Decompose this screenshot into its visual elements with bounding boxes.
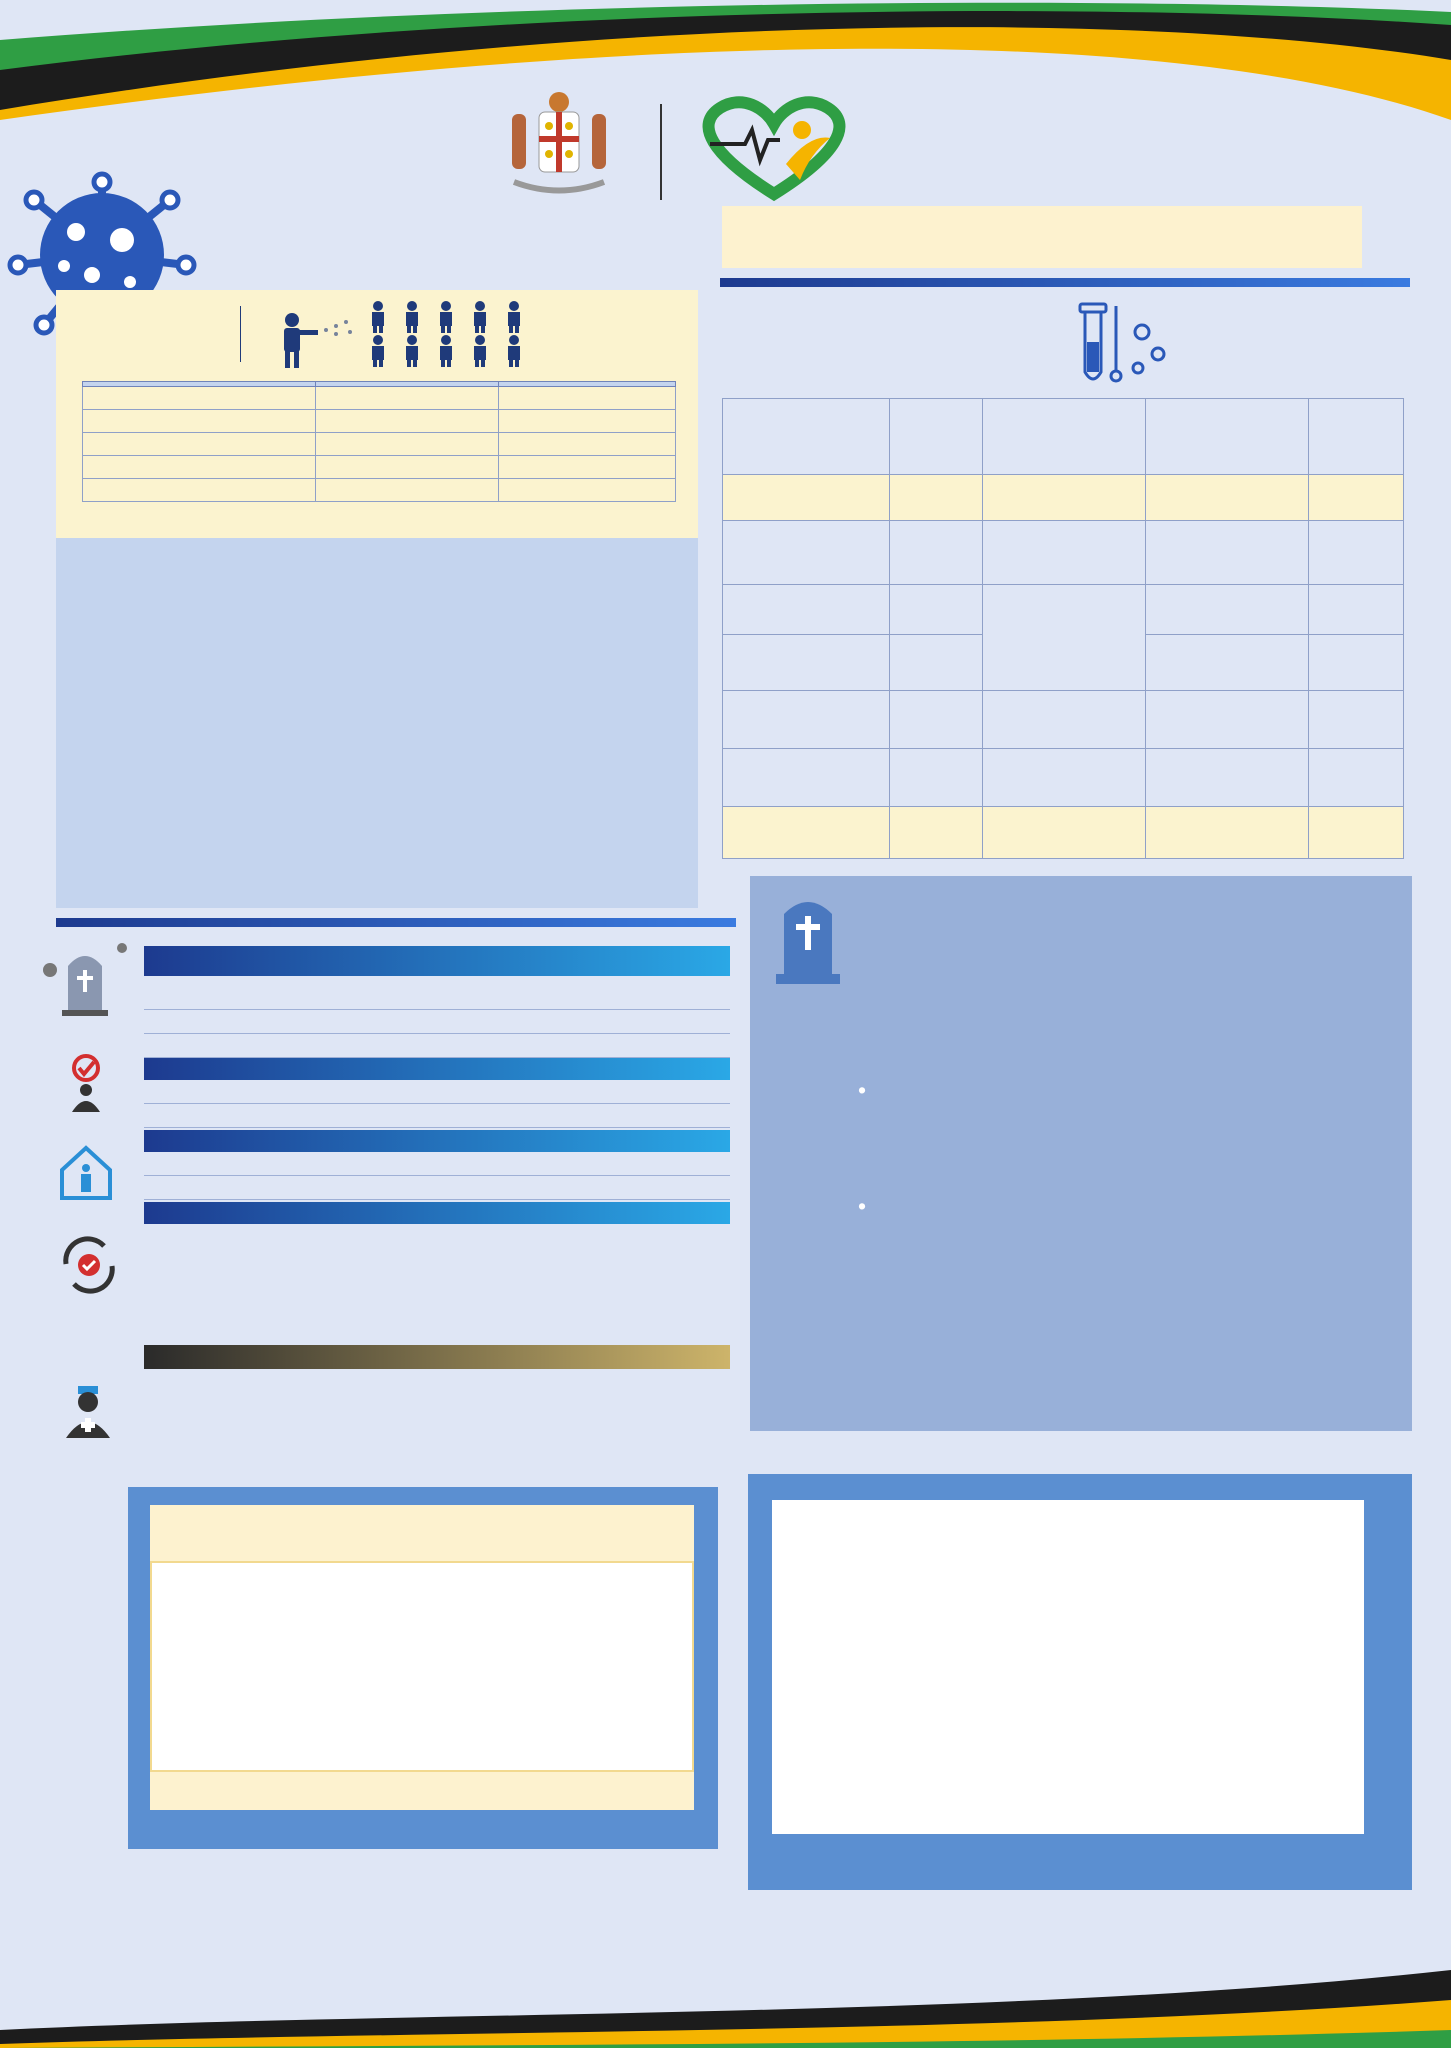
- row-label: [83, 433, 316, 456]
- row-overall: [499, 410, 676, 433]
- table-row: [83, 410, 676, 433]
- total-value: [1309, 691, 1404, 749]
- tombstone-icon: [40, 940, 130, 1020]
- pcr-value: [890, 749, 983, 807]
- table-row: [723, 807, 1404, 859]
- row-day: [316, 387, 499, 410]
- negatives-note: [983, 585, 1146, 691]
- empty-cell: [1146, 807, 1309, 859]
- row-overall: [499, 479, 676, 502]
- public-value: [983, 475, 1146, 521]
- table-row: [144, 986, 730, 1010]
- bullet-icon: •: [858, 1077, 867, 1103]
- hosp-vaccination-pie: [152, 1563, 692, 1770]
- row-label: [83, 387, 316, 410]
- quarantine-heading: [144, 1130, 730, 1152]
- row-label: [83, 410, 316, 433]
- table-row: [144, 1010, 730, 1034]
- total-value: [1309, 475, 1404, 521]
- hosp-vaccination-plot: [150, 1561, 694, 1772]
- coat-of-arms-logo: [494, 84, 624, 204]
- row-label: [723, 691, 890, 749]
- row-label: [723, 521, 890, 585]
- table-row: [723, 475, 1404, 521]
- table-row: [83, 479, 676, 502]
- total-value: [1309, 749, 1404, 807]
- row-label: [83, 479, 316, 502]
- deaths-vaccination-pie: [1030, 1620, 1360, 1820]
- recoveries-heading: [144, 1058, 730, 1080]
- table-row: [144, 1152, 730, 1176]
- hosp-vaccination-footnote: [150, 1772, 694, 1810]
- private-value: [1146, 635, 1309, 691]
- grave-icon: [776, 892, 840, 988]
- pcr-value: [890, 475, 983, 521]
- row-label: [723, 635, 890, 691]
- parish-panel: [56, 538, 698, 908]
- hosp-vaccination-title: [150, 1505, 694, 1561]
- table-row: [723, 691, 1404, 749]
- tests-header-row: [723, 399, 1404, 475]
- row-label: [83, 456, 316, 479]
- divider-rule: [56, 918, 736, 927]
- deaths-info-panel: [750, 876, 1412, 1431]
- table-row: [83, 433, 676, 456]
- col-pcr: [890, 399, 983, 475]
- spray-people-icon: [240, 296, 530, 372]
- deaths-table-header: [144, 946, 730, 976]
- logo-divider: [660, 104, 662, 200]
- row-overall: [499, 433, 676, 456]
- row-label: [723, 807, 890, 859]
- table-row: [723, 749, 1404, 807]
- table-row: [144, 1176, 730, 1200]
- public-value: [983, 691, 1146, 749]
- table-row: [83, 387, 676, 410]
- empty-cell: [1309, 807, 1404, 859]
- bullet-icon: •: [858, 1193, 867, 1219]
- row-day: [316, 433, 499, 456]
- col-type: [723, 399, 890, 475]
- private-value: [1146, 521, 1309, 585]
- tests-table: [722, 398, 1404, 859]
- private-value: [1146, 691, 1309, 749]
- doctor-icon: [60, 1384, 116, 1440]
- table-row: [144, 1104, 730, 1128]
- hospital-heading: [144, 1345, 730, 1369]
- pcr-value: [890, 585, 983, 635]
- transmission-heading: [144, 1202, 730, 1224]
- row-overall: [499, 387, 676, 410]
- row-day: [316, 479, 499, 502]
- pcr-value: [890, 691, 983, 749]
- header-rule: [720, 278, 1410, 287]
- footer-swoosh: [0, 1960, 1451, 2048]
- pcr-value: [890, 807, 983, 859]
- test-tube-icon: [1076, 302, 1176, 392]
- private-value: [1146, 475, 1309, 521]
- new-cases-table: [82, 381, 676, 502]
- transmission-icon: [54, 1234, 124, 1296]
- col-total: [1309, 399, 1404, 475]
- heart-logo: [690, 94, 858, 204]
- private-value: [1146, 585, 1309, 635]
- table-row: [723, 521, 1404, 585]
- row-day: [316, 410, 499, 433]
- empty-cell: [983, 807, 1146, 859]
- col-private: [1146, 399, 1309, 475]
- pcr-value: [890, 521, 983, 585]
- recovery-icon: [64, 1054, 108, 1114]
- col-public: [983, 399, 1146, 475]
- table-row: [144, 1034, 730, 1058]
- home-quarantine-icon: [58, 1142, 114, 1202]
- table-row: [144, 1080, 730, 1104]
- table-row: [723, 585, 1404, 635]
- public-value: [983, 749, 1146, 807]
- total-value: [1309, 585, 1404, 635]
- row-label: [723, 585, 890, 635]
- row-overall: [499, 456, 676, 479]
- row-label: [723, 749, 890, 807]
- total-value: [1309, 635, 1404, 691]
- private-value: [1146, 749, 1309, 807]
- total-value: [1309, 521, 1404, 585]
- row-day: [316, 456, 499, 479]
- table-row: [83, 456, 676, 479]
- public-value: [983, 521, 1146, 585]
- pcr-value: [890, 635, 983, 691]
- row-label: [723, 475, 890, 521]
- report-date: [722, 206, 1362, 268]
